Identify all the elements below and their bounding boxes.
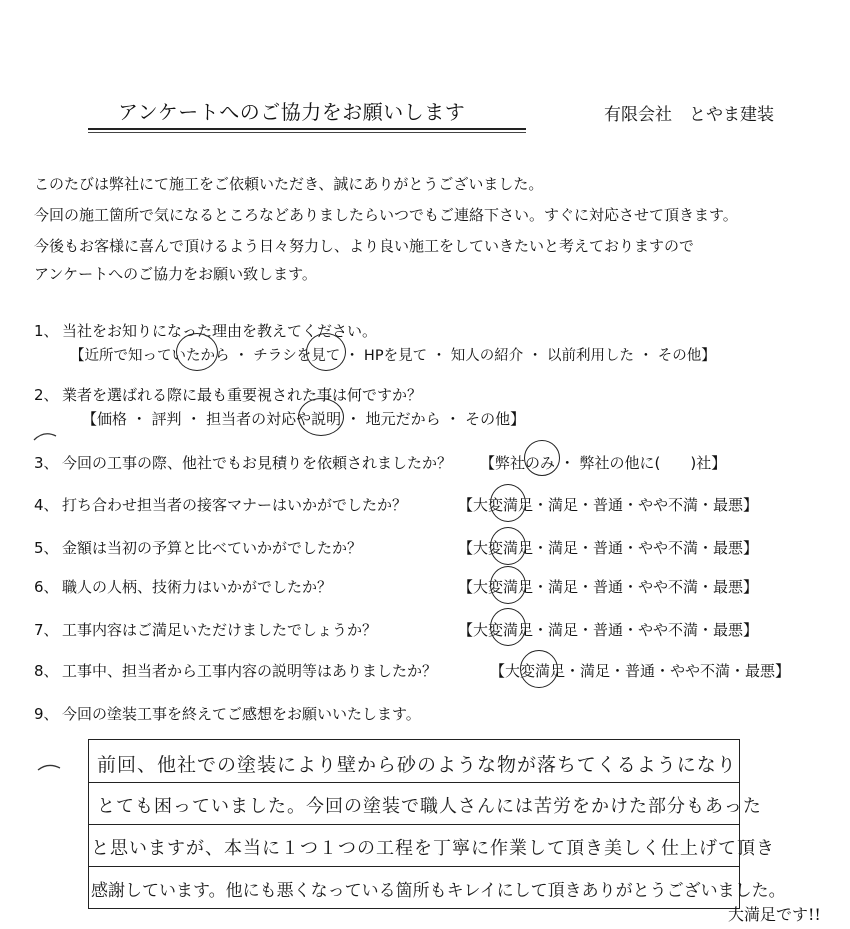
comment-box <box>88 739 786 909</box>
question-8-number: 8、 <box>34 662 59 680</box>
comment-line-3: と思いますが、本当に１つ１つの工程を丁寧に作業して頂き美しく仕上げて頂き <box>91 838 775 859</box>
question-4-options: 【大変満足・満足・普通・やや不満・最悪】 <box>458 496 759 514</box>
answer-circle-mark <box>490 566 526 604</box>
question-5-number: 5、 <box>34 539 59 557</box>
comment-line-1: 前回、他社での塗装により壁から砂のような物が落ちてくるようになり <box>97 754 737 776</box>
intro-line-1: このたびは弊社にて施工をご依頼いただき、誠にありがとうございました。 <box>34 175 544 193</box>
comment-signoff: 大満足です!! <box>728 905 821 924</box>
question-7-number: 7、 <box>34 621 59 639</box>
title-underline <box>88 128 526 130</box>
intro-line-3: 今後もお客様に喜んで頂けるよう日々努力し、より良い施工をしていきたいと考えておりますので <box>34 237 695 255</box>
answer-circle-mark <box>490 484 526 522</box>
question-5-text: 金額は当初の予算と比べていかがでしたか？ <box>62 539 363 557</box>
answer-circle-mark <box>306 333 346 371</box>
answer-circle-mark <box>490 527 526 565</box>
question-1-number: 1、 <box>34 322 59 340</box>
question-9-text: 今回の塗装工事を終えてご感想をお願いいたします。 <box>62 705 421 723</box>
answer-circle-mark <box>524 440 560 476</box>
pen-mark <box>30 428 60 446</box>
question-8-text: 工事中、担当者から工事内容の説明等はありましたか？ <box>62 662 438 680</box>
question-8-options: 【大変満足・満足・普通・やや不満・最悪】 <box>490 662 791 680</box>
comment-box-rule <box>89 824 739 825</box>
comment-line-4: 感謝しています。他にも悪くなっている箇所もキレイにして頂きありがとうございました。 <box>91 881 786 901</box>
question-6-text: 職人の人柄、技術力はいかがでしたか？ <box>62 578 333 596</box>
comment-box-rule <box>89 782 739 783</box>
question-3-options: 【弊社のみ ・ 弊社の他に( )社】 <box>480 454 727 472</box>
question-2-text: 業者を選ばれる際に最も重要視された事は何ですか？ <box>62 386 423 404</box>
answer-circle-mark <box>490 608 526 646</box>
answer-circle-mark <box>176 333 218 371</box>
answer-circle-mark <box>298 398 344 436</box>
question-7-text: 工事内容はご満足いただけましたでしょうか？ <box>62 621 378 639</box>
comment-line-2: とても困っていました。今回の塗装で職人さんには苦労をかけた部分もあった <box>97 796 762 817</box>
title-underline-secondary <box>88 132 526 133</box>
question-3-text: 今回の工事の際、他社でもお見積りを依頼されましたか？ <box>62 454 453 472</box>
comment-box-rule <box>89 866 739 867</box>
question-9-number: 9、 <box>34 705 59 723</box>
question-7-options: 【大変満足・満足・普通・やや不満・最悪】 <box>458 621 759 639</box>
question-4-text: 打ち合わせ担当者の接客マナーはいかがでしたか？ <box>62 496 408 514</box>
answer-circle-mark <box>520 650 558 688</box>
question-6-options: 【大変満足・満足・普通・やや不満・最悪】 <box>458 578 759 596</box>
question-1-options: 【近所で知っていたから ・ チラシを見て ・ HPを見て ・ 知人の紹介 ・ 以前利用した ・ その他】 <box>70 348 716 364</box>
question-6-number: 6、 <box>34 578 59 596</box>
survey-title: アンケートへのご協力をお願いします <box>118 100 466 124</box>
question-3-number: 3、 <box>34 454 59 472</box>
company-name: 有限会社 とやま建装 <box>604 105 774 125</box>
question-5-options: 【大変満足・満足・普通・やや不満・最悪】 <box>458 539 759 557</box>
question-2-options: 【価格 ・ 評判 ・ 担当者の対応や説明 ・ 地元だから ・ その他】 <box>82 410 526 428</box>
intro-line-2: 今回の施工箇所で気になるところなどありましたらいつでもご連絡下さい。すぐに対応させて頂きます。 <box>34 206 738 224</box>
pen-mark <box>34 758 64 776</box>
question-1-text: 当社をお知りになった理由を教えてください。 <box>62 322 378 340</box>
question-2-number: 2、 <box>34 386 59 404</box>
intro-line-4: アンケートへのご協力をお願い致します。 <box>34 265 317 283</box>
question-4-number: 4、 <box>34 496 59 514</box>
